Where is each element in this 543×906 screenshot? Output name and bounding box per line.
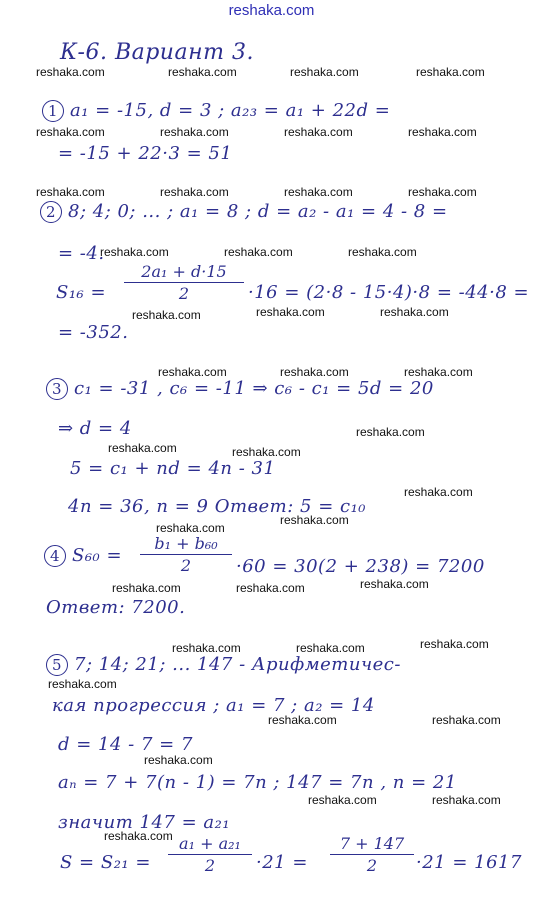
watermark: reshaka.com (284, 125, 353, 139)
problem-2-fraction (124, 262, 244, 303)
problem-5-line-3: d = 14 - 7 = 7 (58, 734, 193, 755)
watermark: reshaka.com (36, 65, 105, 79)
problem-number-1: 1 (42, 100, 64, 122)
problem-3-line-4: 4n = 36, n = 9 Ответ: 5 = c₁₀ (68, 496, 367, 517)
watermark: reshaka.com (160, 185, 229, 199)
problem-1-line-2: = -15 + 22·3 = 51 (58, 143, 233, 164)
watermark: reshaka.com (404, 365, 473, 379)
watermark: reshaka.com (360, 577, 429, 591)
watermark: reshaka.com (156, 521, 225, 535)
problem-2-line-4: = -352. (58, 322, 129, 343)
problem-1-text-1: a₁ = -15, d = 3 ; a₂₃ = a₁ + 22d = (70, 100, 391, 121)
watermark: reshaka.com (296, 641, 365, 655)
watermark: reshaka.com (348, 245, 417, 259)
problem-4-fraction-denominator: 2 (180, 556, 192, 575)
problem-4-fraction (140, 534, 232, 575)
problem-5-fraction-2-denominator: 2 (366, 856, 378, 875)
watermark: reshaka.com (236, 581, 305, 595)
watermark: reshaka.com (256, 305, 325, 319)
watermark: reshaka.com (48, 677, 117, 691)
watermark: reshaka.com (36, 125, 105, 139)
watermark: reshaka.com (284, 185, 353, 199)
problem-5-line-2: кая прогрессия ; a₁ = 7 ; a₂ = 14 (52, 695, 375, 716)
problem-2-text-1: 8; 4; 0; ... ; a₁ = 8 ; d = a₂ - a₁ = 4 - 8 = (68, 201, 448, 222)
watermark: reshaka.com (160, 125, 229, 139)
problem-5-fraction-1-denominator: 2 (204, 856, 216, 875)
watermark: reshaka.com (100, 245, 169, 259)
problem-number-3: 3 (46, 378, 68, 400)
watermark: reshaka.com (420, 637, 489, 651)
watermark: reshaka.com (144, 753, 213, 767)
problem-5-fraction-1-numerator: a₁ + a₂₁ (168, 834, 252, 855)
page-title: К-6. Вариант 3. (60, 40, 254, 65)
problem-4-answer: Ответ: 7200. (46, 597, 186, 618)
watermark: reshaka.com (104, 829, 173, 843)
problem-4-sum-rhs: ·60 = 30(2 + 238) = 7200 (236, 556, 485, 577)
problem-2-sum-lhs: S₁₆ = (56, 282, 107, 303)
problem-2-fraction-numerator: 2a₁ + d·15 (124, 262, 244, 283)
watermark: reshaka.com (432, 713, 501, 727)
watermark: reshaka.com (380, 305, 449, 319)
watermark: reshaka.com (308, 793, 377, 807)
problem-3-text-1: c₁ = -31 , c₆ = -11 ⇒ c₆ - c₁ = 5d = 20 (74, 378, 434, 399)
problem-5-line-1 (46, 654, 401, 676)
problem-4-fraction-numerator: b₁ + b₆₀ (140, 534, 232, 555)
watermark: reshaka.com (172, 641, 241, 655)
problem-number-5: 5 (46, 654, 68, 676)
watermark: reshaka.com (168, 65, 237, 79)
watermark: reshaka.com (416, 65, 485, 79)
watermark: reshaka.com (158, 365, 227, 379)
problem-1-line-1 (42, 100, 390, 122)
watermark: reshaka.com (112, 581, 181, 595)
problem-5-line-5: значит 147 = a₂₁ (58, 812, 231, 833)
watermark: reshaka.com (356, 425, 425, 439)
problem-5-text-1: 7; 14; 21; ... 147 - Арифметичес- (74, 654, 401, 675)
problem-2-fraction-denominator: 2 (178, 284, 190, 303)
watermark: reshaka.com (290, 65, 359, 79)
watermark: reshaka.com (232, 445, 301, 459)
problem-5-sum-lhs: S = S₂₁ = (60, 852, 151, 873)
problem-3-line-3: 5 = c₁ + nd = 4n - 31 (70, 458, 276, 479)
watermark: reshaka.com (224, 245, 293, 259)
problem-4-sum-lhs: S₆₀ = (72, 545, 123, 566)
problem-number-2: 2 (40, 201, 62, 223)
problem-2-line-2: = -4. (58, 243, 105, 264)
problem-5-fraction-2 (330, 834, 414, 875)
watermark: reshaka.com (36, 185, 105, 199)
problem-4-line-1 (44, 545, 122, 567)
problem-2-sum-rhs: ·16 = (2·8 - 15·4)·8 = -44·8 = (248, 282, 530, 303)
watermark: reshaka.com (268, 713, 337, 727)
watermark: reshaka.com (132, 308, 201, 322)
watermark: reshaka.com (280, 513, 349, 527)
problem-number-4: 4 (44, 545, 66, 567)
problem-5-sum-mid: ·21 = (256, 852, 308, 873)
problem-5-line-4: aₙ = 7 + 7(n - 1) = 7n ; 147 = 7n , n = 21 (58, 772, 457, 793)
problem-5-fraction-1 (168, 834, 252, 875)
watermark: reshaka.com (404, 485, 473, 499)
problem-3-line-1 (46, 378, 434, 400)
watermark: reshaka.com (432, 793, 501, 807)
watermark: reshaka.com (108, 441, 177, 455)
problem-5-fraction-2-numerator: 7 + 147 (330, 834, 414, 855)
site-header-link[interactable]: reshaka.com (228, 2, 315, 19)
watermark: reshaka.com (280, 365, 349, 379)
watermark: reshaka.com (408, 185, 477, 199)
problem-3-line-2: ⇒ d = 4 (58, 418, 132, 439)
problem-2-line-1 (40, 201, 448, 223)
watermark: reshaka.com (408, 125, 477, 139)
problem-5-sum-rhs: ·21 = 1617 (416, 852, 522, 873)
